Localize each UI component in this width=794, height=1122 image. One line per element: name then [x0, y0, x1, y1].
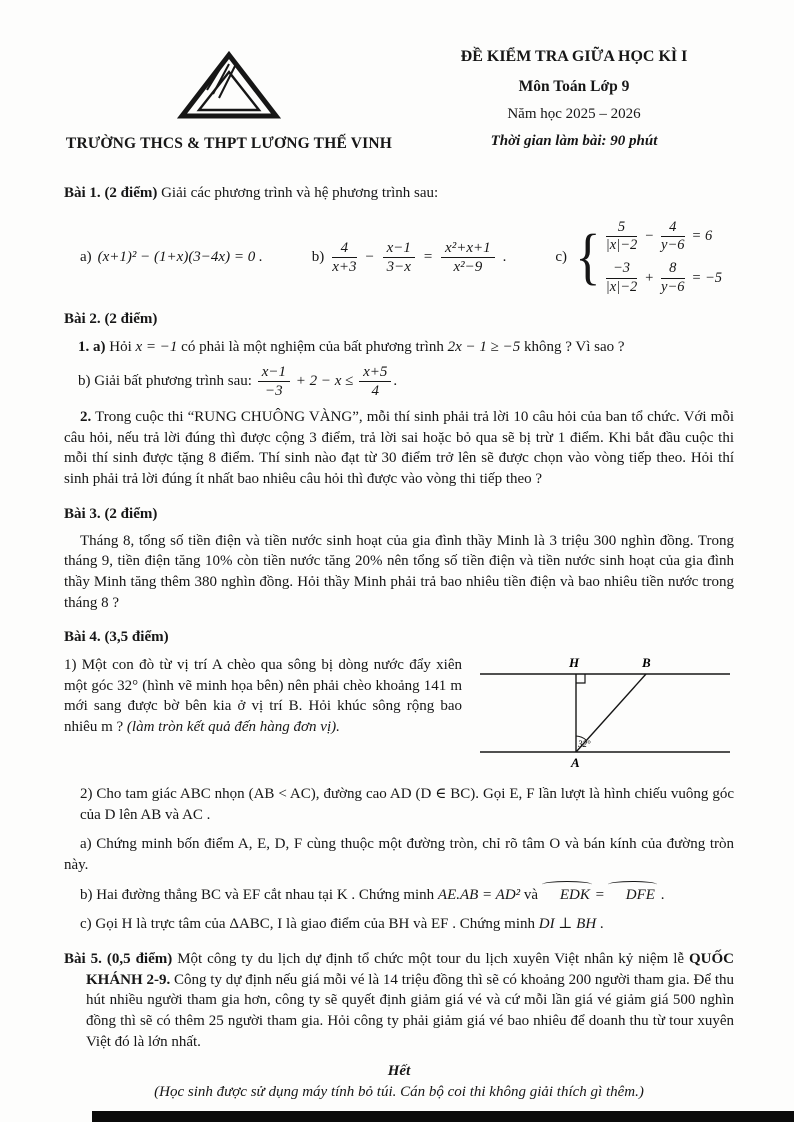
section-bai-5: [64, 949, 734, 1052]
fraction-denominator: 4: [371, 382, 380, 399]
operator: +: [644, 269, 655, 286]
bai2-q1b-pre: Giải bất phương trình sau:: [90, 372, 256, 389]
bai1-equations: [64, 220, 734, 296]
fraction: [606, 261, 637, 295]
bai1-heading: [64, 183, 734, 204]
fraction-denominator: y−6: [661, 278, 685, 295]
bai4-pc: [64, 914, 734, 935]
fraction-denominator: −3: [265, 382, 283, 399]
bai4-p1-text: 1) Một con đò từ vị trí A chèo qua sông bị dòng nước đẩy xiên một góc 32° (hình vẽ minh họa bên) nên phải chèo khoảng 141 m mới sang được bờ bên kia ở vị trí B. Hỏi khúc sông rộng bao nhiêu m ?: [64, 656, 462, 735]
angle-DFE: DFE: [608, 885, 657, 906]
angle-label: 32°: [578, 738, 591, 749]
bai4-pa-text: a) Chứng minh bốn điểm A, E, D, F cùng thuộc một đường tròn, chỉ rõ tâm O và bán kính của đường tròn này.: [64, 836, 734, 873]
fraction: [661, 261, 684, 295]
fraction-numerator: x−1: [383, 240, 415, 258]
fraction-denominator: |x|−2: [605, 237, 638, 254]
bai2-q1a-post: không ? Vì sao ?: [520, 339, 625, 355]
bai2-q1b-end: .: [393, 372, 398, 389]
system-brace: {: [575, 222, 601, 291]
bai4-points: (3,5 điểm): [104, 629, 169, 646]
bai1-eq-c-label: c): [555, 249, 568, 265]
equation-rhs: = −5: [691, 269, 722, 286]
fraction-denominator: 3−x: [386, 259, 411, 275]
bai4-pb: [64, 885, 734, 906]
bai5-bold-phrase: QUỐC KHÁNH 2-9.: [86, 951, 734, 988]
system-rows: [604, 220, 722, 296]
header-school-block: [64, 46, 394, 153]
bai2-q1b-label: b): [78, 372, 91, 389]
school-year: Năm học 2025 – 2026: [507, 106, 641, 122]
bai2-heading: [64, 309, 734, 330]
bai4-problem1: [64, 650, 734, 775]
bai1-eq-b-label: b): [311, 249, 325, 265]
point-B-label: B: [642, 654, 651, 670]
exam-title: ĐỀ KIỂM TRA GIỮA HỌC KÌ I: [460, 48, 688, 65]
point-H-label: H: [569, 654, 580, 670]
footer-note: (Học sinh được sử dụng máy tính bỏ túi. Cán bộ coi thi không giải thích gì thêm.): [154, 1083, 644, 1100]
bai1-eq-a-expr: (x+1)² − (1+x)(3−4x) = 0 .: [97, 249, 263, 265]
bai2-points: (2 điểm): [104, 311, 158, 328]
river-diagram-figure: [476, 652, 734, 770]
school-name: TRƯỜNG THCS & THPT LƯƠNG THẾ VINH: [65, 135, 393, 152]
bai2-q1a-num: 1. a): [78, 339, 106, 355]
point-A-label: A: [571, 754, 580, 770]
operator: −: [644, 228, 655, 245]
fraction-denominator: y−6: [661, 237, 685, 254]
bai2-q1b: [64, 364, 734, 399]
bai4-pb-pre: b) Hai đường thẳng BC và EF cắt nhau tại K . Chứng minh: [80, 886, 438, 903]
bai1-label: Bài 1.: [64, 185, 101, 201]
bai4-pb-end: .: [656, 886, 665, 903]
bai2-q2: [64, 407, 734, 490]
exam-duration: Thời gian làm bài: 90 phút: [490, 133, 658, 149]
fraction-denominator: x+3: [332, 259, 357, 275]
fraction: [606, 220, 637, 254]
bai1-eq-a-label: a): [80, 249, 92, 265]
bai4-pb-eq: =: [591, 886, 608, 903]
bai2-q1b-mid: + 2 − x ≤: [295, 372, 354, 389]
system-row-2: [604, 261, 722, 295]
exam-subject: Môn Toán Lớp 9: [518, 78, 630, 95]
bai5-points: (0,5 điểm): [106, 951, 173, 968]
bai1-points: (2 điểm): [104, 185, 158, 201]
bai2-q2-num: 2.: [80, 409, 92, 426]
fraction-numerator: 5: [606, 220, 637, 238]
bai4-heading: [64, 627, 734, 648]
fraction-numerator: 8: [661, 261, 684, 279]
equation-rhs: = 6: [691, 228, 713, 245]
bai4-label: Bài 4.: [64, 629, 101, 646]
bai4-pb-formula: AE.AB = AD²: [437, 886, 521, 903]
bai5-paragraph: [64, 949, 734, 1052]
fraction: [441, 240, 495, 275]
bai5-post: Công ty dự định nếu giá mỗi vé là 14 triệu đồng thì sẽ có khoảng 200 người tham gia. Để thu hút nhiều người tham gia hơn, công ty sẽ quyết định giảm giá vé và cứ mỗi lần giá vé giảm giá 500 nghìn đồng thì sẽ có thêm 25 người tham gia. Hỏi công ty phải giảm giá vé bao nhiêu để doanh thu từ tour xuyên Việt đó là lớn nhất.: [86, 971, 735, 1050]
bai2-q1a-math1: x = −1: [135, 339, 178, 355]
fraction-numerator: 4: [332, 240, 356, 258]
bai1-eq-b: [312, 240, 507, 275]
bai3-label: Bài 3.: [64, 505, 101, 522]
end-marker: Hết: [387, 1062, 411, 1079]
bai5-label: Bài 5.: [64, 951, 102, 968]
school-logo: [177, 50, 281, 127]
bai2-q1a-pre: Hỏi: [105, 339, 136, 355]
school-logo-icon: [177, 50, 281, 122]
fraction-numerator: 4: [661, 220, 684, 238]
fraction-numerator: x²+x+1: [441, 240, 495, 258]
system-row-1: [604, 220, 722, 254]
section-bai-3: [64, 504, 734, 613]
header-exam-block: [414, 46, 734, 150]
bai3-text: Tháng 8, tổng số tiền điện và tiền nước sinh hoạt của gia đình thầy Minh là 3 triệu 300 nghìn đồng. Trong tháng 9, tiền điện tăng 10% còn tiền nước tăng 20% nên tổng số tiền điện và tiền nước sinh hoạt của gia đình thầy Minh tăng thêm 380 nghìn đồng. Hỏi thầy Minh phải trả bao nhiêu tiền điện và bao nhiêu tiền nước trong tháng 8 ?: [64, 532, 734, 611]
bai2-q1a-math2: 2x − 1 ≥ −5: [447, 339, 521, 355]
bai4-pb-mid: và: [520, 886, 542, 903]
bai3-points: (2 điểm): [104, 505, 158, 522]
fraction-numerator: x+5: [359, 364, 391, 382]
fraction-numerator: x−1: [258, 364, 290, 382]
scan-artifact: [92, 1111, 794, 1122]
bai2-q2-text: Trong cuộc thi “RUNG CHUÔNG VÀNG”, mỗi thí sinh phải trả lời 10 câu hỏi của ban tổ chức. Với mỗi câu hỏi, nếu trả lời đúng thì được cộng 3 điểm, trả lời sai hoặc bỏ qua sẽ bị trừ 1 điểm. Khi bắt đầu cuộc thi mỗi thí sinh được tặng 8 điểm. Thí sinh nào đạt từ 30 điểm trở lên sẽ được chọn vào vòng tiếp theo. Hỏi thí sinh phải trả lời đúng ít nhất bao nhiêu câu hỏi thì được vào vòng thi tiếp theo ?: [64, 409, 734, 488]
section-bai-4: [64, 627, 734, 935]
bai2-label: Bài 2.: [64, 311, 101, 328]
bai4-p2-text: 2) Cho tam giác ABC nhọn (AB < AC), đường cao AD (D ∈ BC). Gọi E, F lần lượt là hình chiếu vuông góc của D lên AB và AC .: [80, 785, 734, 823]
equation-system: [573, 220, 722, 296]
river-diagram: [476, 650, 734, 775]
fraction: [258, 364, 290, 399]
bai2-q1a: [64, 337, 734, 358]
fraction-numerator: −3: [606, 261, 637, 279]
bai4-p1-note: (làm tròn kết quả đến hàng đơn vị).: [126, 719, 340, 735]
section-bai-2: [64, 309, 734, 490]
bai1-intro: Giải các phương trình và hệ phương trình sau:: [161, 185, 439, 201]
fraction: [661, 220, 684, 254]
operator: −: [364, 249, 375, 265]
bai4-pc-pre: c) Gọi H là trực tâm của ΔABC, I là giao điểm của BH và EF . Chứng minh: [80, 916, 539, 933]
bai3-heading: [64, 504, 734, 525]
bai4-problem1-text: [64, 650, 462, 775]
fraction: [359, 364, 391, 399]
angle-EDK: EDK: [542, 885, 592, 906]
bai2-q1a-mid: có phải là một nghiệm của bất phương trình: [177, 339, 448, 355]
fraction: [383, 240, 415, 275]
right-angle-mark: [576, 674, 585, 683]
bai4-pc-formula: DI ⊥ BH: [538, 916, 597, 933]
bai4-pc-end: .: [596, 916, 604, 933]
section-bai-1: [64, 183, 734, 295]
header: [64, 46, 734, 153]
bai1-eq-b-end: .: [502, 249, 507, 265]
operator: =: [422, 249, 434, 265]
fraction: [332, 240, 356, 275]
fraction-denominator: |x|−2: [605, 278, 638, 295]
bai1-eq-a: [80, 249, 263, 266]
fraction-denominator: x²−9: [453, 259, 483, 275]
bai1-eq-c: [555, 220, 722, 296]
bai5-pre: Một công ty du lịch dự định tổ chức một tour du lịch xuyên Việt nhân kỷ niệm lễ: [172, 951, 689, 968]
